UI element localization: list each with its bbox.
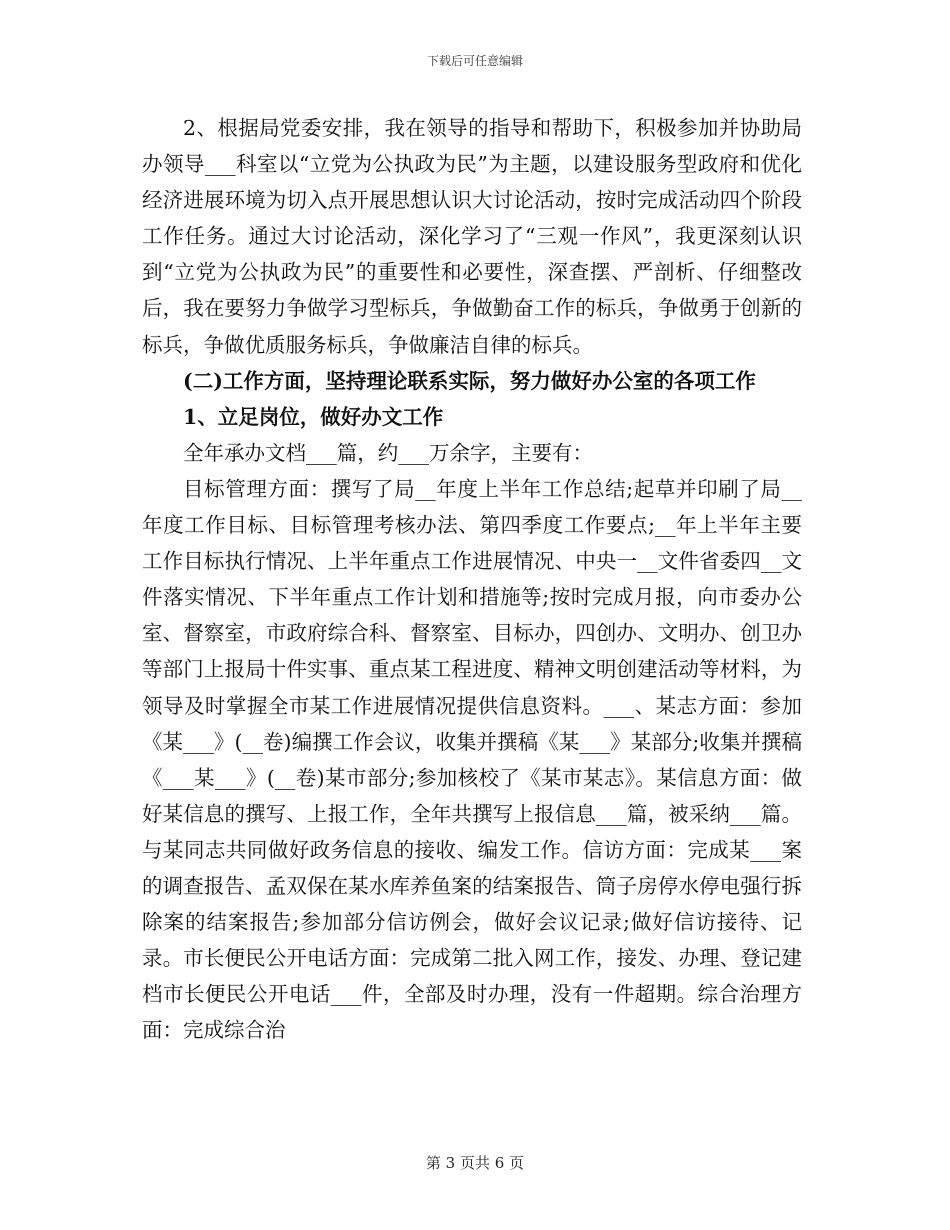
- subsection-heading-documents: 1、立足岗位，做好办文工作: [183, 404, 444, 429]
- paragraph-party-activity: 2、根据局党委安排，我在领导的指导和帮助下，积极参加并协助局办领导___科室以“立党为公执政为民”为主题，以建设服务型政府和优化经济进展环境为切入点开展思想认识大讨论活动，按时完成活动四个阶段工作任务。通过大讨论活动，深化学习了“三观一作风”，我更深刻认识到“立党为公执政为民”的重要性和必要性，深查摆、严剖析、仔细整改后，我在要努力争做学习型标兵，争做勤奋工作的标兵，争做勇于创新的标兵，争做优质服务标兵，争做廉洁自律的标兵。: [142, 116, 802, 357]
- page-header: 下载后可任意编辑: [426, 54, 523, 68]
- section-heading-work: (二)工作方面，坚持理论联系实际，努力做好办公室的各项工作: [183, 368, 756, 393]
- paragraph-work-details: 目标管理方面：撰写了局__年度上半年工作总结;起草并印刷了局__年度工作目标、目标管理考核办法、第四季度工作要点;__年上半年主要工作目标执行情况、上半年重点工作进展情况、中央一__文件省委四__文件落实情况、下半年重点工作计划和措施等;按时完成月报，向市委办公室、督察室，市政府综合科、督察室、目标办，四创办、文明办、创卫办等部门上报局十件实事、重点某工程进度、精神文明创建活动等材料，为领导及时掌握全市某工作进展情况提供信息资料。___、某志方面：参加《某___》(__卷)编撰工作会议，收集并撰稿《某___》某部分;收集并撰稿《___某___》(__卷)某市部分;参加核校了《某市某志》。某信息方面：做好某信息的撰写、上报工作，全年共撰写上报信息___篇，被采纳___篇。与某同志共同做好政务信息的接收、编发工作。信访方面：完成某___案的调查报告、孟双保在某水库养鱼案的结案报告、筒子房停水停电强行拆除案的结案报告;参加部分信访例会，做好会议记录;做好信访接待、记录。市长便民公开电话方面：完成第二批入网工作，接发、办理、登记建档市长便民公开电话___件，全部及时办理，没有一件超期。综合治理方面：完成综合治: [142, 476, 802, 1043]
- document-body: [142, 110, 802, 1048]
- page-number: 第 3 页共 6 页: [425, 1154, 525, 1172]
- paragraph-document-count: 全年承办文档___篇，约___万余字，主要有：: [183, 440, 593, 465]
